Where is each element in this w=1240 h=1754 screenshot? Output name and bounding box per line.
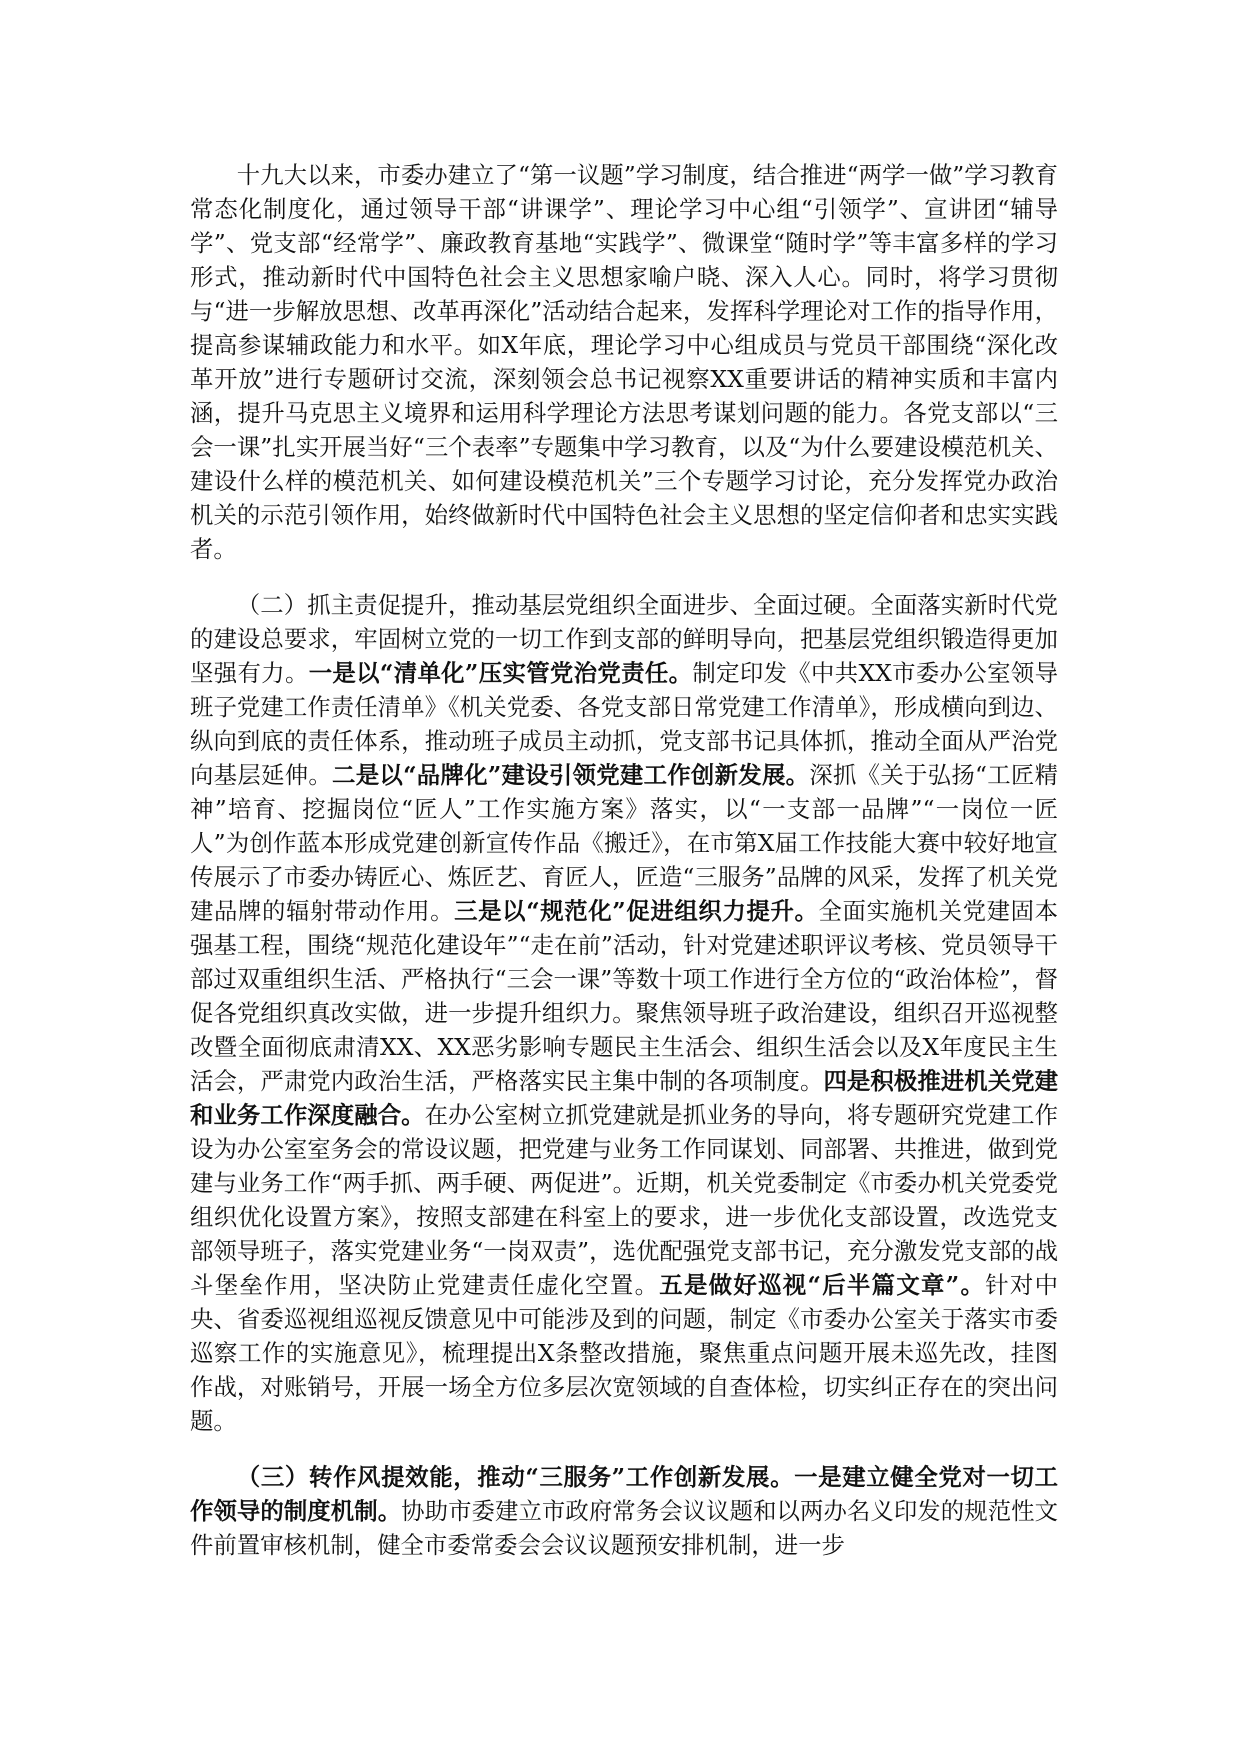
paragraph-text: 深抓《关于弘扬“工匠精神”培育、挖掘岗位“匠人”工作实施方案》落实，以“一支部一品牌”“一岗位一匠人”为创作蓝本形成党建创新宣传作品《搬迁》，在市第X届工作技能大赛中较好地宣传展示了市委办铸匠心、炼匠艺、育匠人，匠造“三服务”品牌的风采，发挥了机关党建品牌的辐射带动作用。: [190, 761, 1058, 925]
paragraph-section-two: [190, 588, 1058, 1438]
section-three-heading: （三）转作风提效能，推动“三服务”工作创新发展。一是建立健全党对一切工作领导的制度机制。: [190, 1463, 1058, 1525]
point-five-heading: 五是做好巡视“后半篇文章”。: [659, 1271, 986, 1299]
paragraph-study-system: [190, 158, 1058, 566]
paragraph-text: （二）抓主责促提升，推动基层党组织全面进步、全面过硬。全面落实新时代党的建设总要求，牢固树立党的一切工作到支部的鲜明导向，把基层党组织锻造得更加坚强有力。: [190, 591, 1058, 687]
document-body: [190, 158, 1058, 1562]
point-four-heading: 四是积极推进机关党建和业务工作深度融合。: [190, 1067, 1059, 1129]
paragraph-text: 十九大以来，市委办建立了“第一议题”学习制度，结合推进“两学一做”学习教育常态化制度化，通过领导干部“讲课学”、理论学习中心组“引领学”、宣讲团“辅导学”、党支部“经常学”、廉政教育基地“实践学”、微课堂“随时学”等丰富多样的学习形式，推动新时代中国特色社会主义思想家喻户晓、深入人心。同时，将学习贯彻与“进一步解放思想、改革再深化”活动结合起来，发挥科学理论对工作的指导作用，提高参谋辅政能力和水平。如X年底，理论学习中心组成员与党员干部围绕“深化改革开放”进行专题研讨交流，深刻领会总书记视察XX重要讲话的精神实质和丰富内涵，提升马克思主义境界和运用科学理论方法思考谋划问题的能力。各党支部以“三会一课”扎实开展当好“三个表率”专题集中学习教育，以及“为什么要建设模范机关、建设什么样的模范机关、如何建设模范机关”三个专题学习讨论，充分发挥党办政治机关的示范引领作用，始终做新时代中国特色社会主义思想的坚定信仰者和忠实实践者。: [190, 161, 1058, 563]
point-two-heading: 二是以“品牌化”建设引领党建工作创新发展。: [332, 761, 810, 789]
paragraph-section-three: [190, 1460, 1058, 1562]
paragraph-text: 针对中央、省委巡视组巡视反馈意见中可能涉及到的问题，制定《市委办公室关于落实市委巡察工作的实施意见》，梳理提出X条整改措施，聚焦重点问题开展未巡先改，挂图作战，对账销号，开展一场全方位多层次宽领域的自查体检，切实纠正存在的突出问题。: [190, 1271, 1058, 1435]
point-one-heading: 一是以“清单化”压实管党治党责任。: [308, 659, 693, 687]
paragraph-text: 在办公室树立抓党建就是抓业务的导向，将专题研究党建工作设为办公室室务会的常设议题，把党建与业务工作同谋划、同部署、共推进，做到党建与业务工作“两手抓、两手硬、两促进”。近期，机关党委制定《市委办机关党委党组织优化设置方案》，按照支部建在科室上的要求，进一步优化支部设置，改选党支部领导班子，落实党建业务“一岗双责”，选优配强党支部书记，充分激发党支部的战斗堡垒作用，坚决防止党建责任虚化空置。: [190, 1101, 1059, 1299]
paragraph-text: 全面实施机关党建固本强基工程，围绕“规范化建设年”“走在前”活动，针对党建述职评议考核、党员领导干部过双重组织生活、严格执行“三会一课”等数十项工作进行全方位的“政治体检”，督促各党组织真改实做，进一步提升组织力。聚焦领导班子政治建设，组织召开巡视整改暨全面彻底肃清XX、XX恶劣影响专题民主生活会、组织生活会以及X年度民主生活会，严肃党内政治生活，严格落实民主集中制的各项制度。: [190, 897, 1059, 1095]
paragraph-text: 协助市委建立市政府常务会议议题和以两办名义印发的规范性文件前置审核机制，健全市委常委会会议议题预安排机制，进一步: [190, 1497, 1059, 1559]
paragraph-text: 制定印发《中共XX市委办公室领导班子党建工作责任清单》《机关党委、各党支部日常党建工作清单》，形成横向到边、纵向到底的责任体系，推动班子成员主动抓，党支部书记具体抓，推动全面从严治党向基层延伸。: [190, 659, 1058, 789]
point-three-heading: 三是以“规范化”促进组织力提升。: [454, 897, 819, 925]
